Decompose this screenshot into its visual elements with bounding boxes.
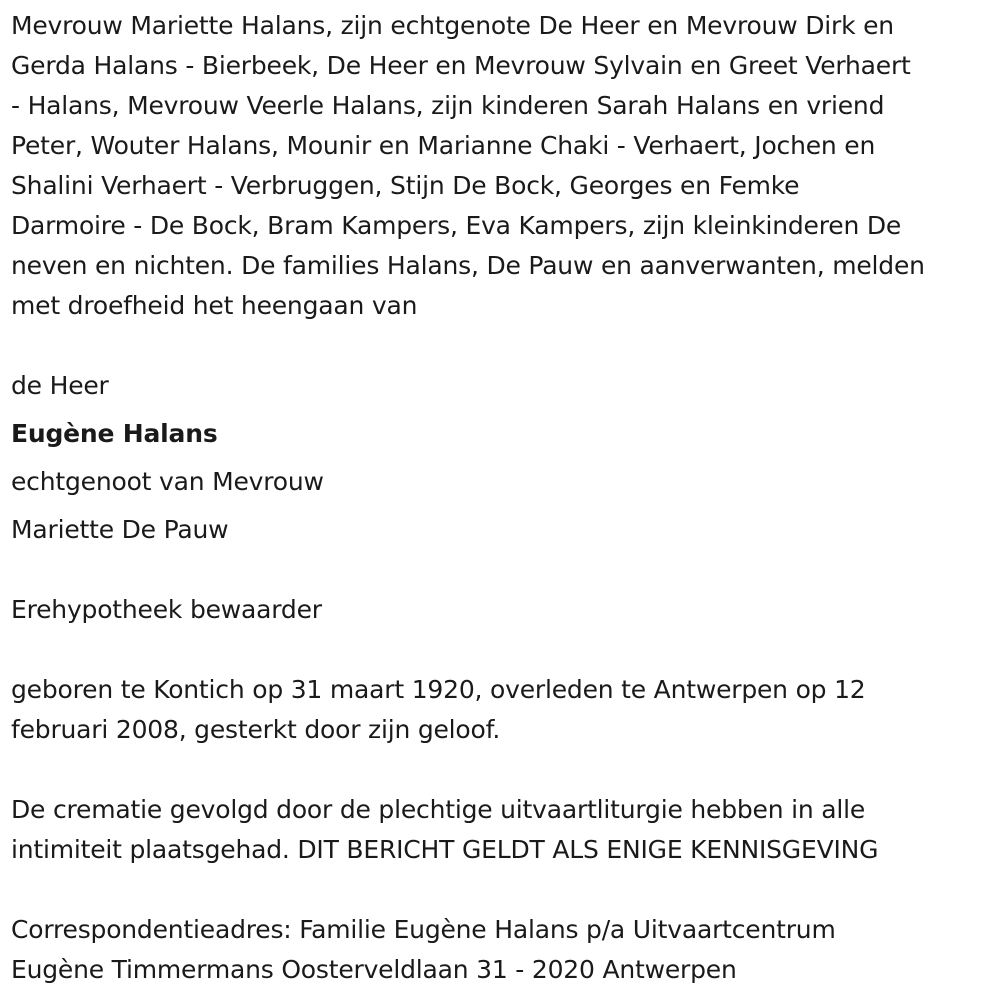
occupation [11, 590, 990, 630]
ceremony-paragraph [11, 790, 990, 870]
intro-line: Mevrouw Mariette Halans, zijn echtgenote De Heer en Mevrouw Dirk en [11, 11, 894, 40]
intro-line: met droefheid het heengaan van [11, 291, 418, 320]
correspondence-line: Eugène Timmermans Oosterveldlaan 31 - 2020 Antwerpen [11, 955, 737, 984]
intro-line: Gerda Halans - Bierbeek, De Heer en Mevrouw Sylvain en Greet Verhaert [11, 51, 911, 80]
spouse-name: Mariette De Pauw [11, 515, 229, 544]
intro-line: Darmoire - De Bock, Bram Kampers, Eva Kampers, zijn kleinkinderen De [11, 211, 902, 240]
intro-line: Peter, Wouter Halans, Mounir en Marianne Chaki - Verhaert, Jochen en [11, 131, 876, 160]
occupation-text: Erehypotheek bewaarder [11, 595, 322, 624]
deceased-section [11, 366, 990, 550]
ceremony-line: intimiteit plaatsgehad. DIT BERICHT GELDT ALS ENIGE KENNISGEVING [11, 835, 879, 864]
spouse-line: echtgenoot van Mevrouw [11, 467, 324, 496]
birth-death-line: geboren te Kontich op 31 maart 1920, overleden te Antwerpen op 12 [11, 675, 866, 704]
ceremony-line: De crematie gevolgd door de plechtige uitvaartliturgie hebben in alle [11, 795, 866, 824]
intro-paragraph [11, 6, 990, 326]
birth-death-paragraph [11, 670, 990, 750]
birth-death-line: februari 2008, gesterkt door zijn geloof. [11, 715, 501, 744]
intro-line: Shalini Verhaert - Verbruggen, Stijn De Bock, Georges en Femke [11, 171, 800, 200]
intro-line: neven en nichten. De families Halans, De Pauw en aanverwanten, melden [11, 251, 925, 280]
honorific: de Heer [11, 371, 109, 400]
deceased-name: Eugène Halans [11, 419, 218, 448]
correspondence-line: Correspondentieadres: Familie Eugène Halans p/a Uitvaartcentrum [11, 915, 836, 944]
correspondence-paragraph [11, 910, 990, 990]
intro-line: - Halans, Mevrouw Veerle Halans, zijn kinderen Sarah Halans en vriend [11, 91, 885, 120]
